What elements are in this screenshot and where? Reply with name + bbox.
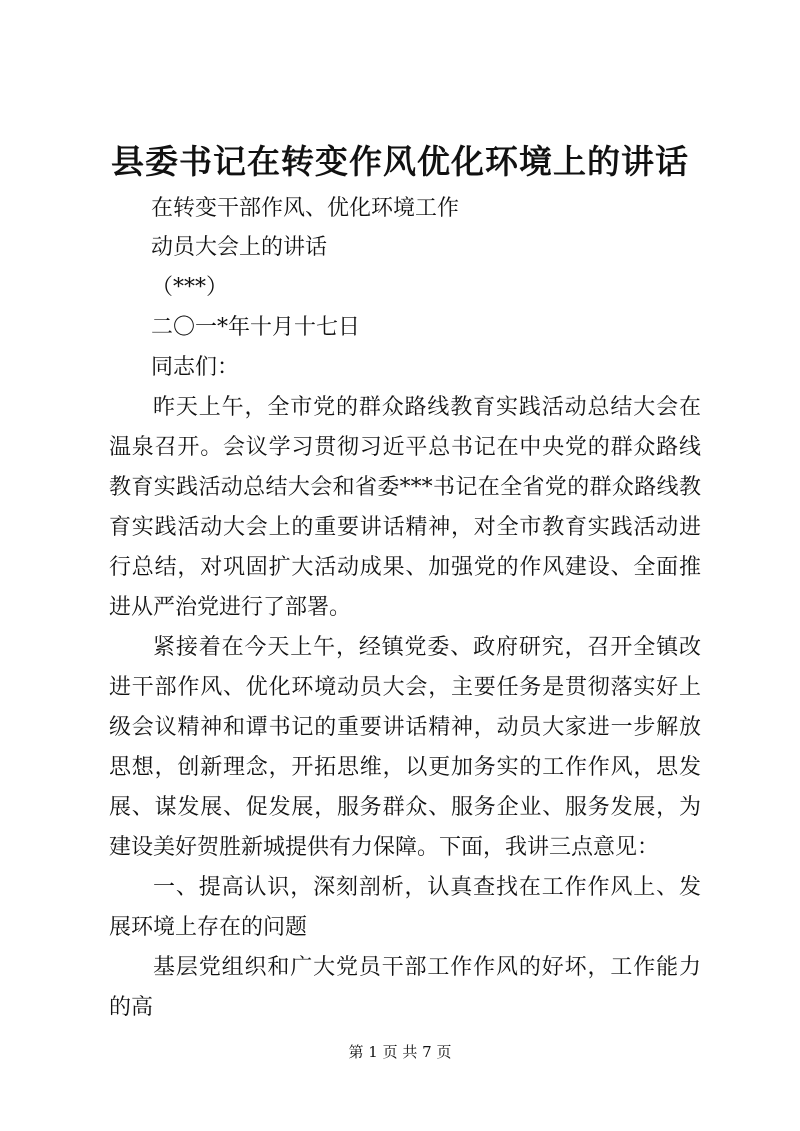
subtitle-line-1: 在转变干部作风、优化环境工作 xyxy=(151,196,460,221)
paragraph-3: 基层党组织和广大党员干部工作作风的好坏，工作能力的高 xyxy=(109,955,701,1020)
paragraph-1: 昨天上午，全市党的群众路线教育实践活动总结大会在温泉召开。会议学习贯彻习近平总书记在中央党的群众路线教育实践活动总结大会和省委***书记在全省党的群众路线教育实践活动大会上的重要讲话精神，对全市教育实践活动进行总结，对巩固扩大活动成果、加强党的作风建设、全面推进从严治党进行了部署。 xyxy=(109,395,701,620)
date-line: 二〇一*年十月十七日 xyxy=(151,315,361,340)
document-title: 县委书记在转变作风优化环境上的讲话 xyxy=(111,142,689,181)
section-heading-1: 一、提高认识，深刻剖析，认真查找在工作作风上、发展环境上存在的问题 xyxy=(109,875,701,940)
author-line: （***） xyxy=(151,275,229,300)
subtitle-line-2: 动员大会上的讲话 xyxy=(151,235,328,260)
page-indicator: 第 1 页 共 7 页 xyxy=(348,1043,452,1061)
paragraph-2: 紧接着在今天上午，经镇党委、政府研究，召开全镇改进干部作风、优化环境动员大会，主要任务是贯彻落实好上级会议精神和谭书记的重要讲话精神，动员大家进一步解放思想，创新理念，开拓思维，以更加务实的工作作风，思发展、谋发展、促发展，服务群众、服务企业、服务发展，为建设美好贺胜新城提供有力保障。下面，我讲三点意见： xyxy=(109,635,701,860)
salutation: 同志们： xyxy=(151,355,240,380)
